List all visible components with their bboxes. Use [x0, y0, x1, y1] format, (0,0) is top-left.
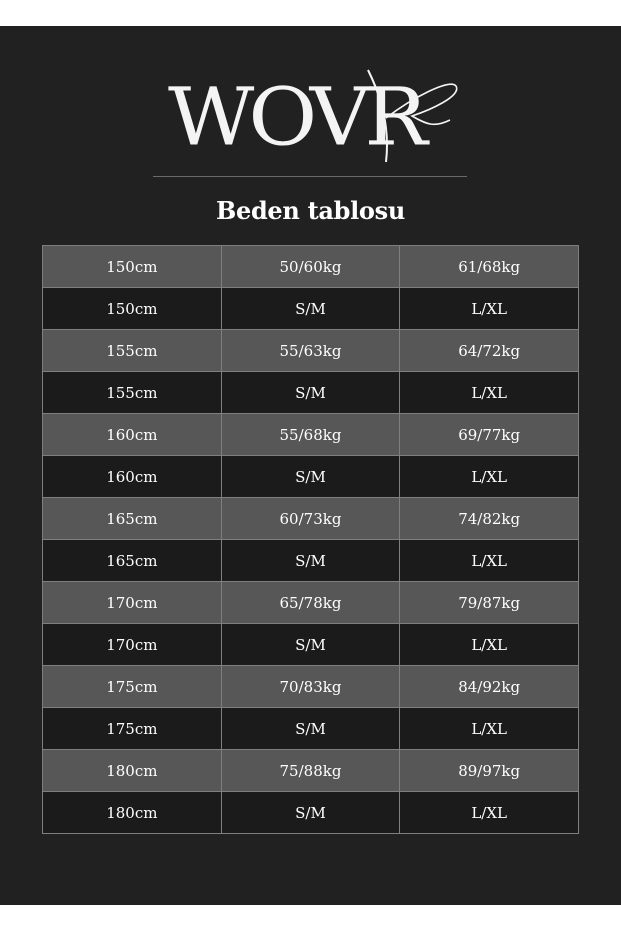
weight-range-cell: 50/60kg [221, 246, 400, 288]
weight-range-cell: S/M [221, 792, 400, 834]
height-cell: 175cm [43, 666, 222, 708]
size-cell: L/XL [400, 624, 579, 666]
size-cell: 84/92kg [400, 666, 579, 708]
table-row [43, 414, 579, 456]
weight-range-cell: S/M [221, 624, 400, 666]
height-cell: 160cm [43, 456, 222, 498]
weight-range-cell: 70/83kg [221, 666, 400, 708]
weight-range-cell: 65/78kg [221, 582, 400, 624]
weight-range-cell: S/M [221, 708, 400, 750]
size-cell: 61/68kg [400, 246, 579, 288]
weight-range-cell: S/M [221, 372, 400, 414]
weight-range-cell: 55/63kg [221, 330, 400, 372]
size-cell: 64/72kg [400, 330, 579, 372]
weight-range-cell: 60/73kg [221, 498, 400, 540]
table-row [43, 330, 579, 372]
size-cell: L/XL [400, 456, 579, 498]
weight-range-cell: S/M [221, 288, 400, 330]
weight-range-cell: S/M [221, 456, 400, 498]
weight-range-cell: S/M [221, 540, 400, 582]
table-row [43, 498, 579, 540]
table-row [43, 666, 579, 708]
size-cell: L/XL [400, 288, 579, 330]
logo-divider [153, 176, 467, 177]
table-row [43, 750, 579, 792]
height-cell: 170cm [43, 624, 222, 666]
logo-flourish [150, 58, 470, 173]
size-cell: L/XL [400, 792, 579, 834]
height-cell: 180cm [43, 750, 222, 792]
height-cell: 155cm [43, 330, 222, 372]
height-cell: 165cm [43, 498, 222, 540]
page-title: Beden tablosu [215, 196, 405, 225]
size-cell: 69/77kg [400, 414, 579, 456]
height-cell: 180cm [43, 792, 222, 834]
size-cell: L/XL [400, 540, 579, 582]
table-row [43, 708, 579, 750]
table-row [43, 246, 579, 288]
weight-range-cell: 55/68kg [221, 414, 400, 456]
table-row [43, 582, 579, 624]
size-table [42, 245, 579, 834]
table-row [43, 456, 579, 498]
size-cell: 79/87kg [400, 582, 579, 624]
height-cell: 165cm [43, 540, 222, 582]
height-cell: 160cm [43, 414, 222, 456]
height-cell: 150cm [43, 246, 222, 288]
table-row [43, 792, 579, 834]
brand-logo [150, 58, 470, 173]
table-row [43, 624, 579, 666]
size-cell: 89/97kg [400, 750, 579, 792]
table-row [43, 288, 579, 330]
weight-range-cell: 75/88kg [221, 750, 400, 792]
size-cell: 74/82kg [400, 498, 579, 540]
height-cell: 175cm [43, 708, 222, 750]
height-cell: 150cm [43, 288, 222, 330]
size-cell: L/XL [400, 708, 579, 750]
table-row [43, 372, 579, 414]
table-row [43, 540, 579, 582]
size-cell: L/XL [400, 372, 579, 414]
height-cell: 155cm [43, 372, 222, 414]
height-cell: 170cm [43, 582, 222, 624]
logo-wordmark: WOVR [168, 70, 422, 164]
